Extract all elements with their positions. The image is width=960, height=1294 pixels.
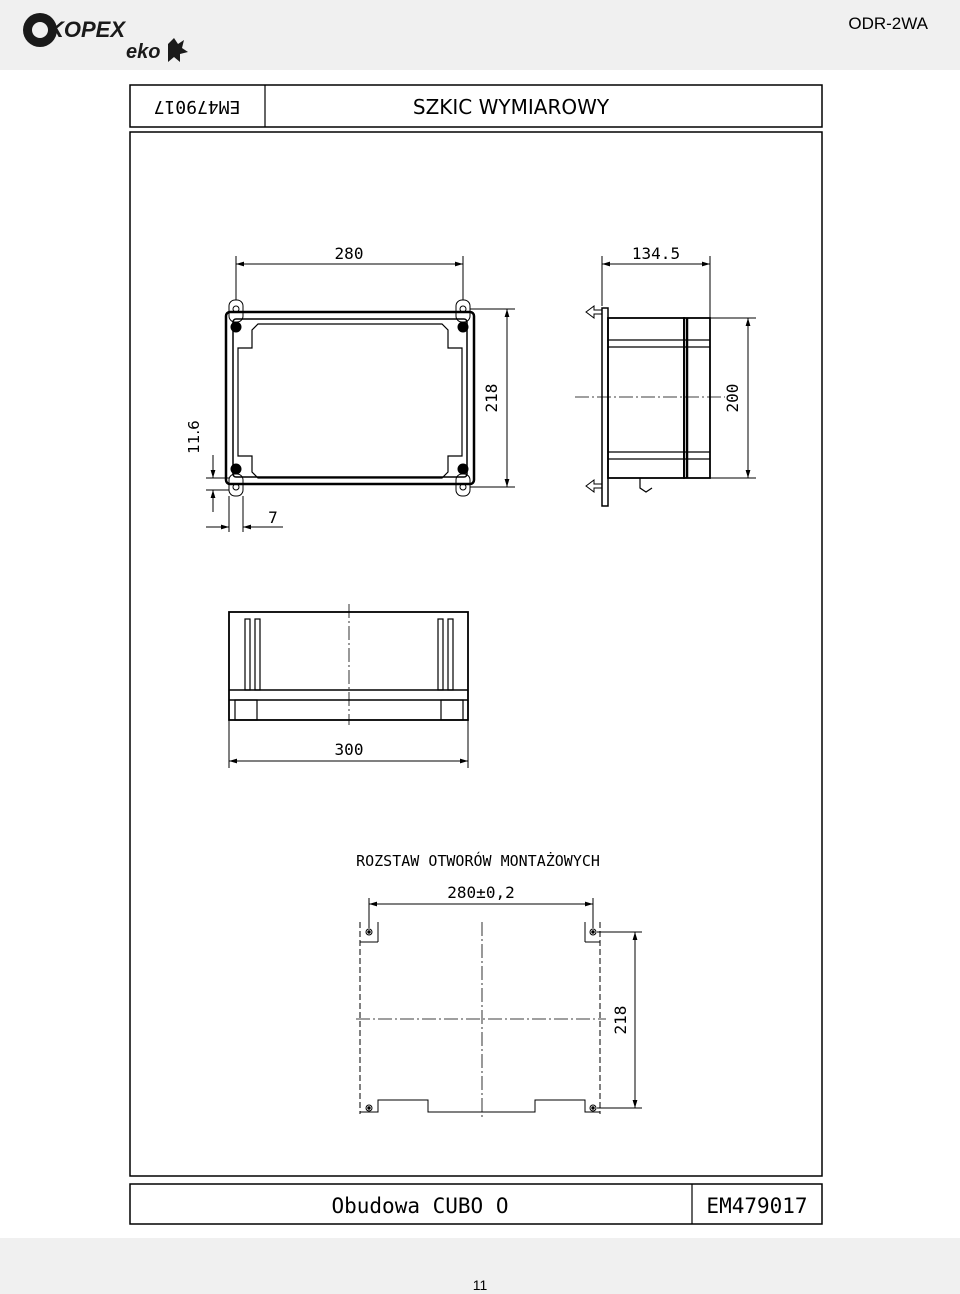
dim-side-depth: 134.5 xyxy=(631,244,681,263)
dim-front-width: 300 xyxy=(334,740,364,759)
logo-brand-text: KOPEX xyxy=(48,17,126,42)
dim-mount-width: 280±0,2 xyxy=(447,883,515,902)
page-number: 11 xyxy=(472,1277,488,1293)
mounting-dimensions xyxy=(369,898,642,1108)
mounting-heading: ROZSTAW OTWORÓW MONTAŻOWYCH xyxy=(356,852,600,870)
product-code: EM479017 xyxy=(706,1194,808,1218)
dim-side-height: 200 xyxy=(723,383,742,413)
drawing-title: SZKIC WYMIAROWY xyxy=(412,95,610,119)
dim-mount-height: 218 xyxy=(611,1005,630,1035)
front-view xyxy=(229,604,468,725)
product-name: Obudowa CUBO O xyxy=(331,1194,509,1218)
dim-top-height: 218 xyxy=(482,383,501,413)
side-view xyxy=(575,306,725,506)
mirrored-code: EM479017 xyxy=(153,96,241,117)
logo-eko-text: eko xyxy=(126,41,161,63)
mounting-template xyxy=(356,922,606,1120)
dim-lug: 11.6 xyxy=(185,420,203,454)
side-view-dimensions xyxy=(602,256,756,478)
dim-lug-width: 7 xyxy=(268,508,278,527)
top-view-dimensions xyxy=(206,256,515,532)
dim-top-width: 280 xyxy=(334,244,364,263)
top-view xyxy=(226,300,474,496)
document-code: ODR-2WA xyxy=(848,14,928,33)
drawing-frame xyxy=(130,132,822,1176)
